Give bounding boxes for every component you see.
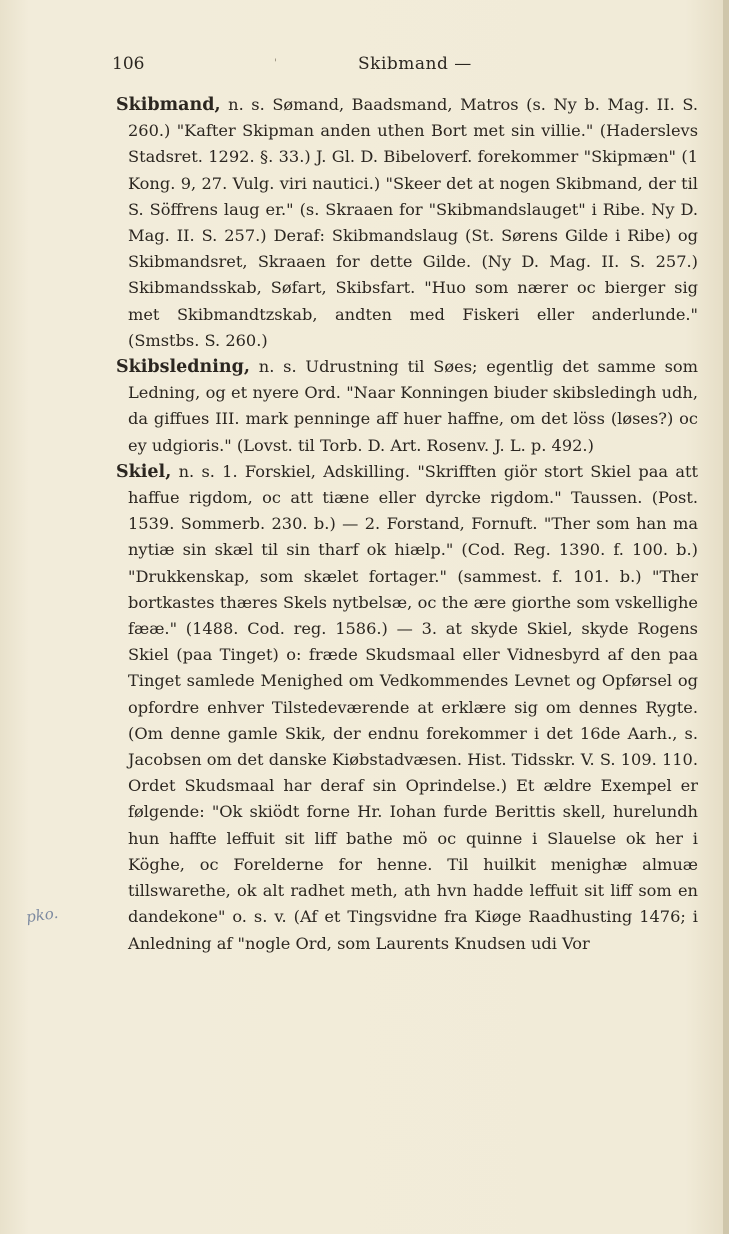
entry-body: n. s. 1. Forskiel, Adskilling. "Skrifften giör stort Skiel paa att haffue rigdom, oc att tiæne eller dyrcke rigdom." Taussen. (Post. 1539. Sommerb. 230. b.) — 2. Forstand, Fornuft. "Ther som han ma nytiæ sin skæl til sin tharf ok hiælp." (Cod. Reg. 1390. f. 100. b.) "Drukkenskap, som skælet fortager." (sammest. f. 101. b.) "Ther bortkastes thæres Skels nytbelsæ, oc the ære giorthe som vskellighe fææ." (1488. Cod. reg. 1586.) — 3. at skyde Skiel, skyde Rogens Skiel (paa Tinget) o: fræde Skudsmaal eller Vidnesbyrd af den paa Tinget samlede Menighed om Vedkommendes Levnet og Opførsel og opfordre enhver Tilstedeværende at erklære sig om dennes Rygte. (Om denne gamle Skik, der endnu forekommer i det 16de Aarh., s. Jacobsen om det danske Kiøbstadvæsen. Hist. Tidsskr. V. S. 109. 110. Ordet Skudsmaal har deraf sin Oprindelse.) Et ældre Exempel er følgende: "Ok skiödt forne Hr. Iohan furde Berittis skell, hurelundh hun haffte leffuit sit liff bathe mö oc quinne i Slauelse ok her i Köghe, oc Forelderne for henne. Til huilkit menighæ almuæ tillswarethe, ok alt radhet meth, ath hvn hadde leffuit sit liff som en dandekone" o. s. v. (Af et Tingsvidne fra Kiøge Raadhusting 1476; i Anledning af "nogle Ord, som Laurents Knudsen udi Vor xyxy=(128,461,698,953)
entry-body: n. s. Udrustning til Søes; egentlig det samme som Ledning, og et nyere Ord. "Naar Konningen biuder skibsledingh udh, da giffues III. mark penninge aff huer haffne, om det löss (løses?) oc ey udgioris." (Lovst. til Torb. D. Art. Rosenv. J. L. p. 492.) xyxy=(128,357,698,455)
headword: Skiel, xyxy=(116,461,172,482)
dictionary-text xyxy=(116,92,698,957)
page-number: 106 xyxy=(112,54,145,74)
margin-note: pko. xyxy=(24,903,60,927)
page-edge xyxy=(723,0,729,1234)
dictionary-entry-skibsledning xyxy=(116,354,698,459)
header-tick-mark: ' xyxy=(274,58,277,69)
headword: Skibmand, xyxy=(116,95,221,115)
dictionary-entry-skiel xyxy=(116,459,698,957)
headword: Skibsledning, xyxy=(116,357,250,378)
dictionary-entry-skibmand xyxy=(116,92,698,354)
running-head: Skibmand — xyxy=(358,54,472,74)
entry-body: n. s. Sømand, Baadsmand, Matros (s. Ny b. Mag. II. S. 260.) "Kafter Skipman anden uthen Bort met sin villie." (Haderslevs Stadsret. 1292. §. 33.) J. Gl. D. Bibeloverf. forekommer "Skipmæn" (1 Kong. 9, 27. Vulg. viri nautici.) "Skeer det at nogen Skibmand, der til S. Söffrens laug er." (s. Skraaen for "Skibmandslauget" i Ribe. Ny D. Mag. II. S. 257.) Deraf: Skibmandslaug (St. Sørens Gilde i Ribe) og Skibmandsret, Skraaen for dette Gilde. (Ny D. Mag. II. S. 257.) Skibmandsskab, Søfart, Skibsfart. "Huo som nærer oc bierger sig met Skibmandtzskab, andten med Fiskeri eller anderlunde." (Smstbs. S. 260.) xyxy=(128,95,698,350)
page-header xyxy=(112,54,669,78)
